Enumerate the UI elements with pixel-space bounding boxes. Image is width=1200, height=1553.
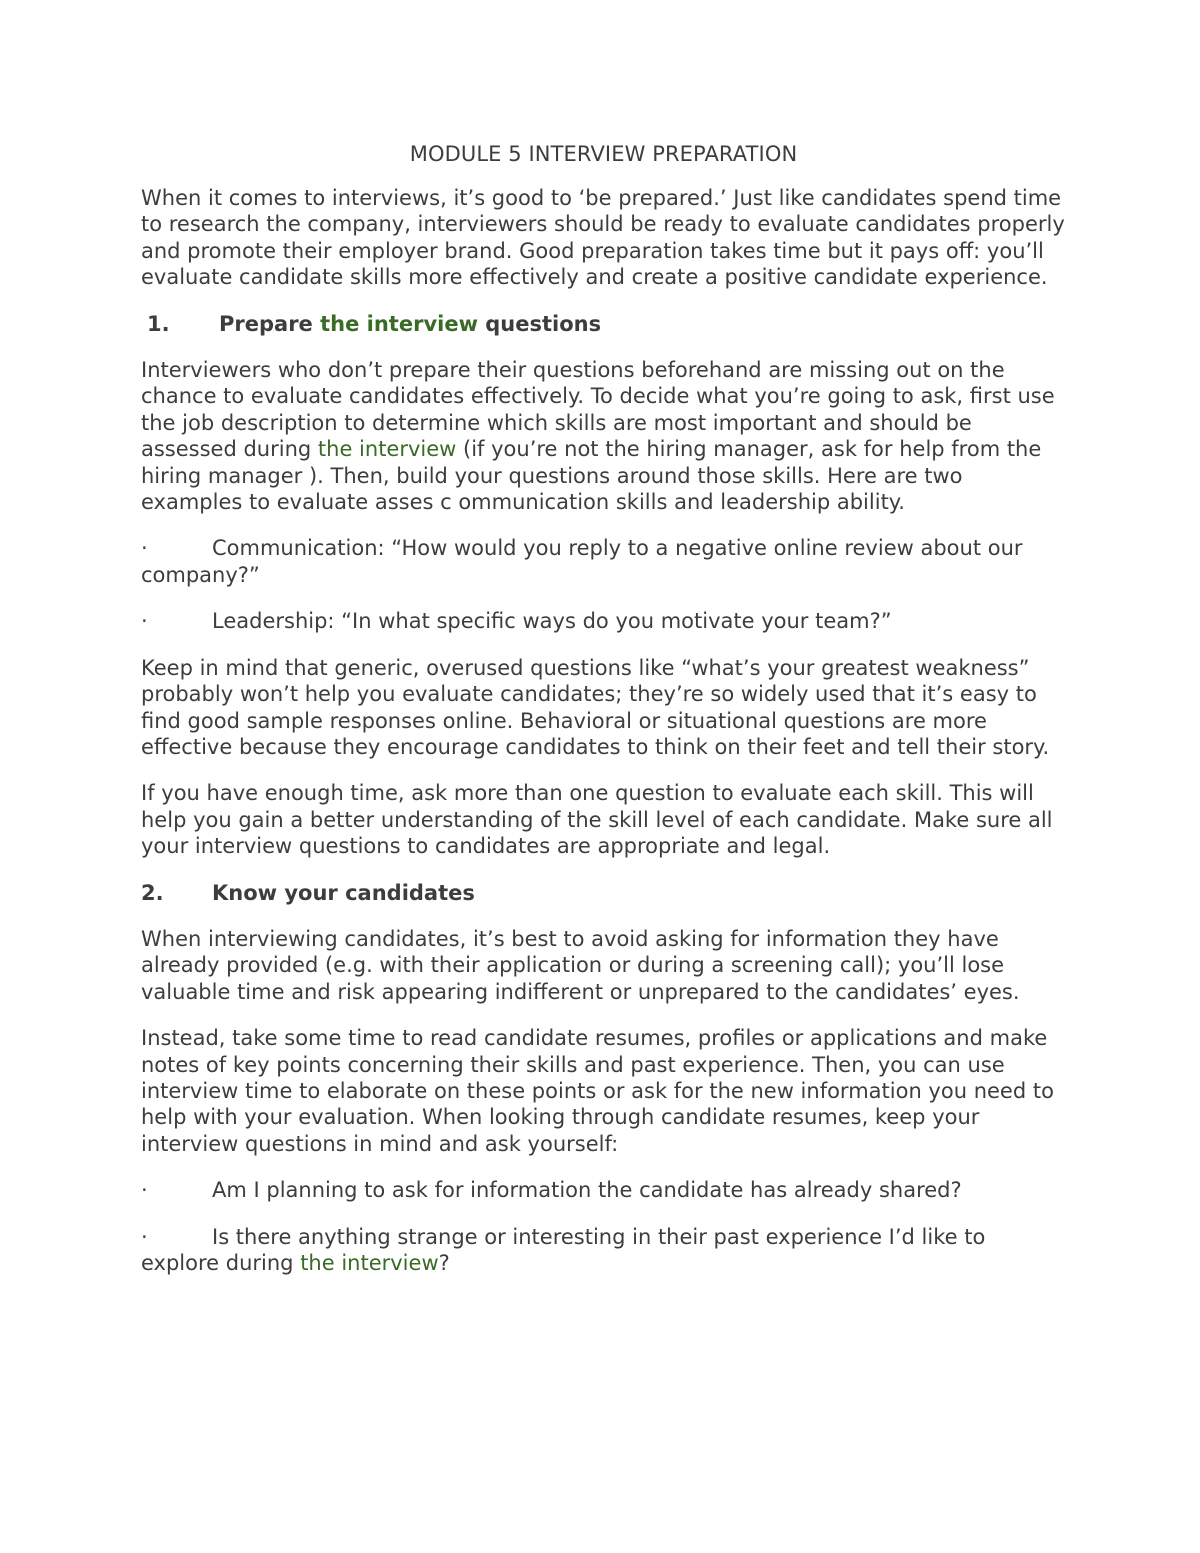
section-1-bullet-communication bbox=[141, 535, 1066, 588]
section-1-paragraph-1 bbox=[141, 357, 1066, 515]
bullet-text: Am I planning to ask for information the candidate has already shared? bbox=[212, 1178, 962, 1203]
bullet-text: Communication: “How would you reply to a negative online review about our company?” bbox=[141, 536, 1023, 587]
section-2-bullet-link[interactable]: the interview bbox=[300, 1251, 439, 1275]
bullet-text bbox=[141, 1225, 985, 1275]
section-1-number: 1. bbox=[147, 311, 170, 336]
document-title: MODULE 5 INTERVIEW PREPARATION bbox=[409, 142, 798, 166]
section-2-bullet-2 bbox=[141, 1224, 1066, 1277]
bullet-text: Leadership: “In what specific ways do you motivate your team?” bbox=[212, 609, 892, 634]
section-1-title-end: questions bbox=[477, 311, 602, 336]
section-1-p1-link[interactable]: the interview bbox=[317, 437, 457, 462]
section-2-paragraph-2: Instead, take some time to read candidate resumes, profiles or applications and make notes of key points concerning their skills and past experience. Then, you can use interview time to elaborate on these points or ask for the new information you need to help with your evaluation. When looking through candidate resumes, keep your interview questions in mind and ask yourself: bbox=[141, 1026, 1054, 1156]
section-2-title: Know your candidates bbox=[212, 880, 475, 905]
section-2-paragraph-1: When interviewing candidates, it’s best to avoid asking for information they have already provided (e.g. with their application or during a screening call); you’ll lose valuable time and risk appearing indifferent or unprepared to the candidates’ eyes. bbox=[141, 926, 1020, 1004]
section-1-title-start: Prepare bbox=[219, 311, 321, 336]
intro-paragraph: When it comes to interviews, it’s good to ‘be prepared.’ Just like candidates spend time to research the company, interviewers should be ready to evaluate candidates properly and promote their employer brand. Good preparation takes time but it pays off: you’ll evaluate candidate skills more effectively and create a positive candidate experience. bbox=[141, 186, 1065, 290]
section-1-heading bbox=[141, 311, 1066, 337]
bullet-marker: · bbox=[141, 536, 148, 561]
section-1-p1-start: Interviewers who don’t prepare their questions beforehand are missing out on the chance to evaluate candidates effectively. To decide what you’re going to ask, first use the job description to determine which skills are most important and should be assessed during bbox=[141, 358, 1055, 462]
section-1-paragraph-3: If you have enough time, ask more than one question to evaluate each skill. This will help you gain a better understanding of the skill level of each candidate. Make sure all your interview questions to candidates are appropriate and legal. bbox=[141, 781, 1053, 859]
section-1-title bbox=[219, 311, 601, 337]
section-1-bullet-leadership bbox=[141, 608, 1066, 634]
document-page bbox=[141, 139, 1066, 1296]
bullet-marker: · bbox=[141, 609, 148, 634]
bullet-text-end: ? bbox=[438, 1251, 450, 1275]
section-2-heading bbox=[141, 880, 1066, 906]
bullet-marker: · bbox=[141, 1224, 148, 1249]
section-1-title-link[interactable]: the interview bbox=[320, 311, 478, 336]
bullet-marker: · bbox=[141, 1178, 148, 1203]
section-1-paragraph-2: Keep in mind that generic, overused questions like “what’s your greatest weakness” probably won’t help you evaluate candidates; they’re so widely used that it’s easy to find good sample responses online. Behavioral or situational questions are more effective because they encourage candidates to think on their feet and tell their story. bbox=[141, 655, 1050, 759]
section-2-number: 2. bbox=[141, 880, 164, 905]
bullet-text-start: Is there anything strange or interesting in their past experience I’d like to explore during bbox=[141, 1224, 986, 1275]
section-2-bullet-1 bbox=[141, 1177, 1066, 1203]
section-1-p1-end: (if you’re not the hiring manager, ask for help from the hiring manager ). Then, build your questions around those skills. Here are two examples to evaluate asses c ommunication skills and leadership ability. bbox=[141, 437, 1042, 515]
